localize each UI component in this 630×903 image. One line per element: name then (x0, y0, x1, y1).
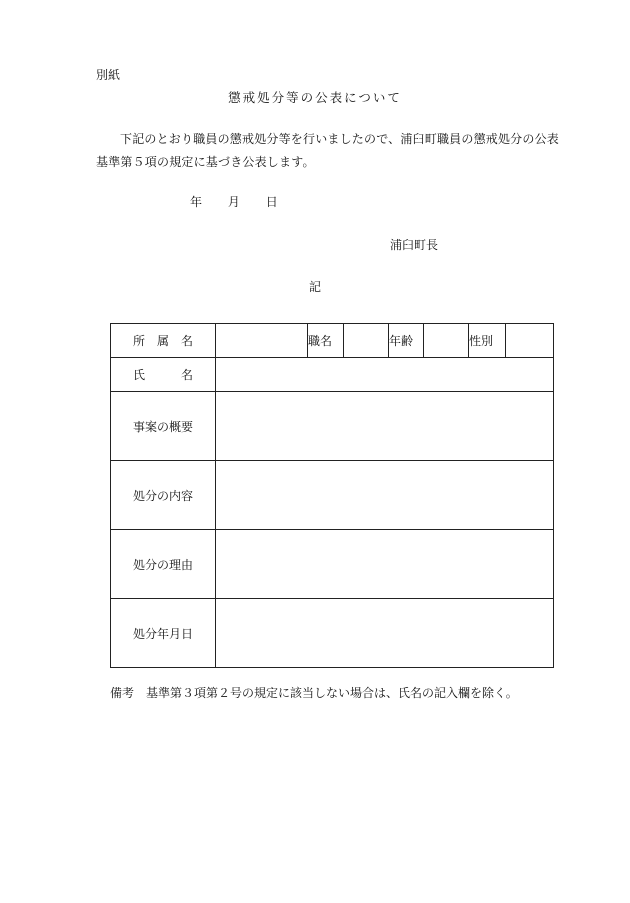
ki-heading: 記 (308, 280, 321, 294)
date-month: 月 (227, 195, 240, 209)
affiliation-field[interactable] (216, 324, 308, 358)
form-row-name (111, 358, 554, 392)
summary-field[interactable] (216, 392, 554, 461)
sex-field[interactable] (506, 324, 554, 358)
attachment-label: 別紙 (96, 68, 121, 82)
form-row-affiliation (111, 324, 554, 358)
signer: 浦臼町長 (390, 238, 439, 252)
date-day: 日 (265, 195, 278, 209)
name-field[interactable] (216, 358, 554, 392)
post-field[interactable] (344, 324, 389, 358)
reason-field[interactable] (216, 530, 554, 599)
disposition-date-field[interactable] (216, 599, 554, 668)
form-row-reason (111, 530, 554, 599)
affiliation-label: 所 属 名 (111, 324, 216, 358)
form-row-content (111, 461, 554, 530)
reason-label: 処分の理由 (111, 530, 216, 599)
form-row-summary (111, 392, 554, 461)
sex-label: 性別 (469, 324, 506, 358)
date-line (190, 193, 300, 210)
document-title: 懲戒処分等の公表について (228, 90, 402, 105)
date-label: 処分年月日 (111, 599, 216, 668)
intro-paragraph: 下記のとおり職員の懲戒処分等を行いましたので、浦臼町職員の懲戒処分の公表基準第５項の規定に基づき公表します。 (96, 132, 559, 169)
summary-label: 事案の概要 (111, 392, 216, 461)
content-field[interactable] (216, 461, 554, 530)
name-label: 氏 名 (111, 358, 216, 392)
age-field[interactable] (424, 324, 469, 358)
post-label: 職名 (308, 324, 344, 358)
age-label: 年齢 (389, 324, 424, 358)
form-row-date (111, 599, 554, 668)
footer-note: 備考 基準第３項第２号の規定に該当しない場合は、氏名の記入欄を除く。 (110, 686, 518, 700)
date-year: 年 (190, 195, 203, 209)
disciplinary-form-table (110, 323, 554, 668)
content-label: 処分の内容 (111, 461, 216, 530)
